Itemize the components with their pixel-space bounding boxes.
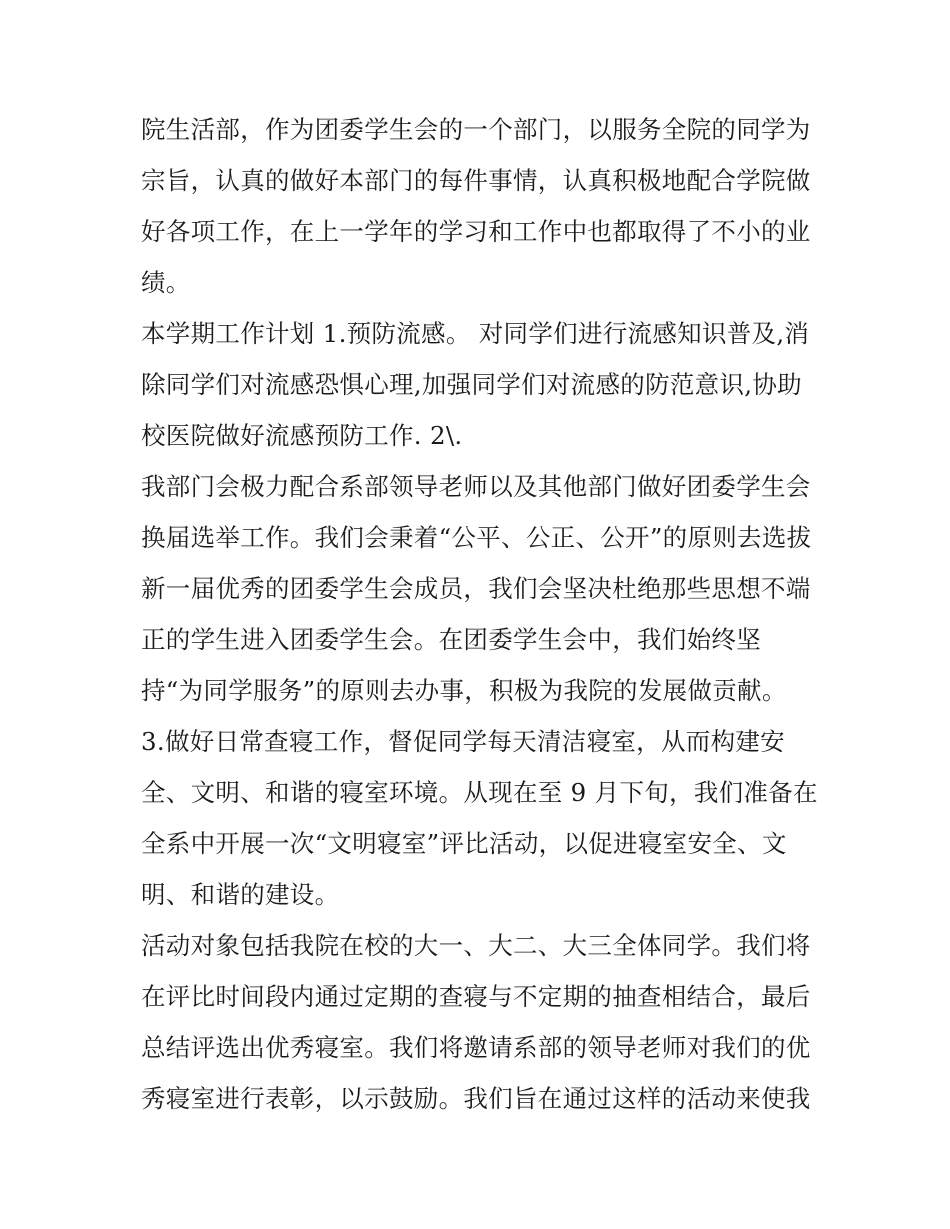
text-line: 秀寝室进行表彰，以示鼓励。我们旨在通过这样的活动来使我	[141, 1084, 811, 1113]
text-line: 持“为同学服务”的原则去办事，积极为我院的发展做贡献。	[141, 676, 787, 705]
text-line: 换届选举工作。我们会秉着“公平、公正、公开”的原则去选拔	[141, 523, 812, 552]
text-line: 在评比时间段内通过定期的查寝与不定期的抽查相结合，最后	[141, 982, 811, 1011]
text-line: 宗旨，认真的做好本部门的每件事情，认真积极地配合学院做	[141, 166, 811, 195]
text-line: 全系中开展一次“文明寝室”评比活动，以促进寝室安全、文	[141, 829, 787, 858]
text-line: 本学期工作计划 1.预防流感。 对同学们进行流感知识普及,消	[141, 319, 810, 348]
text-line: 我部门会极力配合系部领导老师以及其他部门做好团委学生会	[141, 472, 811, 501]
text-line: 明、和谐的建设。	[141, 880, 340, 909]
text-line: 全、文明、和谐的寝室环境。从现在至 9 月下旬，我们准备在	[141, 778, 818, 807]
text-line: 院生活部，作为团委学生会的一个部门，以服务全院的同学为	[141, 115, 811, 144]
text-line: 除同学们对流感恐惧心理,加强同学们对流感的防范意识,协助	[141, 370, 802, 399]
text-line: 校医院做好流感预防工作. 2\.	[141, 421, 463, 450]
text-line: 好各项工作，在上一学年的学习和工作中也都取得了不小的业	[141, 217, 811, 246]
document-body	[141, 104, 821, 1124]
text-line: 绩。	[141, 268, 191, 297]
text-line: 新一届优秀的团委学生会成员，我们会坚决杜绝那些思想不端	[141, 574, 811, 603]
text-line: 正的学生进入团委学生会。在团委学生会中，我们始终坚	[141, 625, 761, 654]
text-line: 总结评选出优秀寝室。我们将邀请系部的领导老师对我们的优	[141, 1033, 811, 1062]
text-line: 3.做好日常查寝工作，督促同学每天清洁寝室，从而构建安	[141, 727, 785, 756]
text-line: 活动对象包括我院在校的大一、大二、大三全体同学。我们将	[141, 931, 811, 960]
